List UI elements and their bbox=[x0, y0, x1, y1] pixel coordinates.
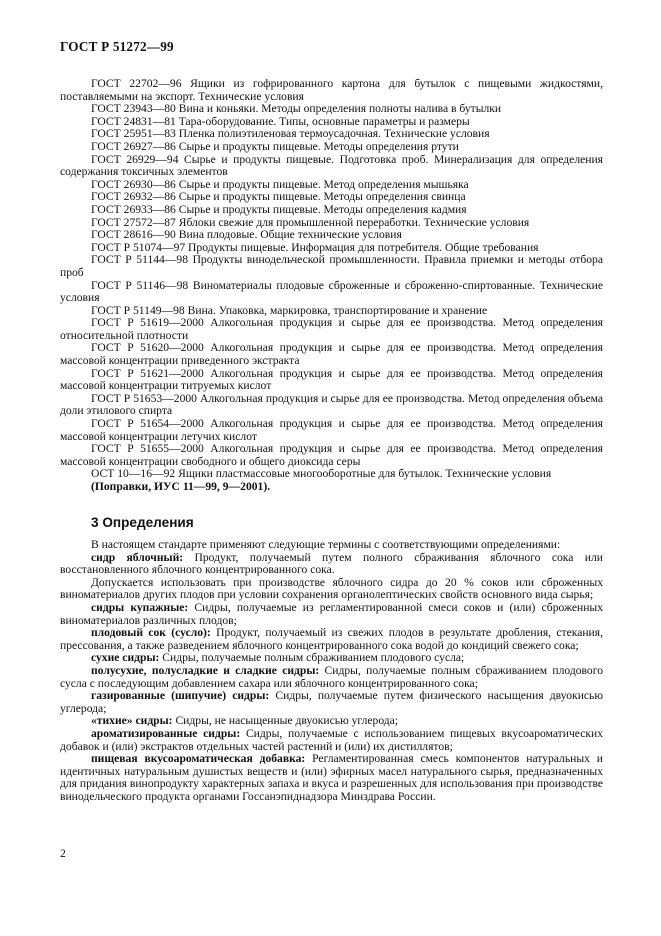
term: полусухие, полусладкие и сладкие сидры: bbox=[91, 663, 320, 677]
definition-text: Регламентированная смесь компонентов натуральных и идентичных натуральным душистых веществ и (или) эфирных масел натурального сырья, предназначенных для придания винопродукту характерных запаха и вкуса и разрешенных для использования при производстве винодельческого продукта органами Госсанэпиднадзора Минздрава России. bbox=[60, 752, 603, 803]
reference-item: ГОСТ Р 51619—2000 Алкогольная продукция и сырье для ее производства. Метод определения относительной плотности bbox=[60, 316, 603, 342]
definition-text: Сидры, получаемые с использованием пищевых вкусоароматических добавок и (или) экстрактов отдельных частей растений и (или) их дистиллятов; bbox=[60, 726, 603, 753]
reference-item: ГОСТ 27572—87 Яблоки свежие для промышленной переработки. Технические условия bbox=[91, 215, 530, 229]
reference-item: ГОСТ Р 51653—2000 Алкогольная продукция и сырье для ее производства. Метод определения объема доли этилового спирта bbox=[60, 391, 603, 418]
reference-item: ГОСТ Р 51620—2000 Алкогольная продукция и сырье для ее производства. Метод определения массовой концентрации приведенного экстракта bbox=[60, 341, 603, 368]
reference-item: ГОСТ 26933—86 Сырье и продукты пищевые. Методы определения кадмия bbox=[91, 202, 467, 216]
reference-item: ГОСТ Р 51144—98 Продукты винодельческой промышленности. Правила приемки и методы отбора проб bbox=[60, 253, 603, 279]
definition-cider-blend bbox=[60, 602, 603, 627]
term: пищевая вкусоароматическая добавка: bbox=[91, 752, 306, 766]
section-intro: В настоящем стандарте применяют следующие термины с соответствующими определениями: bbox=[91, 538, 561, 551]
definition-note: Допускается использовать при производстве яблочного сидра до 20 % соков или сброженных виноматериалов других плодов при условии сохранения органолептических свойств основного вида сырья; bbox=[60, 575, 603, 602]
term: газированные (шипучие) сидры: bbox=[91, 689, 270, 703]
term: ароматизированные сидры: bbox=[91, 726, 241, 740]
section-title: 3 Определения bbox=[91, 515, 194, 530]
normative-references-list bbox=[60, 78, 603, 494]
document-id-header: ГОСТ Р 51272—99 bbox=[60, 39, 174, 54]
reference-item: ГОСТ Р 51146—98 Виноматериалы плодовые сброженные и сброженно-спиртованные. Технические условия bbox=[60, 278, 603, 305]
reference-item: ГОСТ Р 51621—2000 Алкогольная продукция и сырье для ее производства. Метод определения массовой концентрации титруемых кислот bbox=[60, 366, 603, 393]
definitions-section bbox=[60, 539, 603, 803]
reference-item: ГОСТ 23943—80 Вина и коньяки. Методы определения полноты налива в бутылки bbox=[91, 102, 502, 116]
definition-text: Продукт, получаемый из свежих плодов в результате дробления, стекания, прессования, а также разведением яблочного концентрированного сока водой до кондиций свежего сока; bbox=[60, 626, 603, 652]
definition-carbonated-cider bbox=[60, 690, 603, 715]
reference-item: ГОСТ 28616—90 Вина плодовые. Общие технические условия bbox=[91, 228, 402, 242]
reference-item: ГОСТ 26929—94 Сырье и продукты пищевые. Подготовка проб. Минерализация для определения содержания токсичных элементов bbox=[60, 152, 603, 179]
reference-item: ГОСТ 26930—86 Сырье и продукты пищевые. Метод определения мышьяка bbox=[91, 177, 469, 191]
definition-semi-cider bbox=[60, 665, 603, 690]
reference-item: ГОСТ 25951—83 Пленка полиэтиленовая термоусадочная. Технические условия bbox=[91, 127, 490, 141]
reference-item: ГОСТ Р 51074—97 Продукты пищевые. Информация для потребителя. Общие требования bbox=[91, 240, 539, 254]
definition-text: Сидры, не насыщенные двуокисью углерода; bbox=[172, 714, 399, 728]
reference-item: ОСТ 10—16—92 Ящики пластмассовые многооборотные для бутылок. Технические условия bbox=[91, 467, 552, 481]
term: плодовый сок (сусло): bbox=[91, 626, 211, 640]
reference-item: ГОСТ Р 51655—2000 Алкогольная продукция и сырье для ее производства. Метод определения массовой концентрации свободного и общего диоксида серы bbox=[60, 442, 603, 468]
term: «тихие» сидры: bbox=[91, 714, 173, 728]
definition-flavor-additive bbox=[60, 753, 603, 803]
reference-item: ГОСТ 22702—96 Ящики из гофрированного картона для бутылок с пищевыми жидкостями, поставляемыми на экспорт. Технические условия bbox=[60, 77, 603, 103]
definition-flavored-cider bbox=[60, 728, 603, 753]
reference-item: ГОСТ 26927—86 Сырье и продукты пищевые. Методы определения ртути bbox=[91, 139, 459, 153]
term: сидры купажные: bbox=[91, 600, 189, 614]
term: сидр яблочный: bbox=[91, 550, 184, 564]
amendment-note: (Поправки, ИУС 11—99, 9—2001). bbox=[91, 480, 271, 493]
definition-text: Продукт, получаемый путем полного сбраживания яблочного сока или восстановленного яблочного концентрированного сока. bbox=[60, 550, 603, 577]
definition-fruit-juice bbox=[60, 627, 603, 652]
page-number: 2 bbox=[60, 847, 66, 860]
definition-text: Сидры, получаемые из регламентированной смеси соков и (или) сброженных виноматериалов различных плодов; bbox=[60, 600, 603, 627]
definition-text: Сидры, получаемые полным сбраживанием плодового сусла; bbox=[159, 651, 465, 665]
reference-item: ГОСТ 24831—81 Тара-оборудование. Типы, основные параметры и размеры bbox=[91, 114, 470, 128]
reference-item: ГОСТ Р 51654—2000 Алкогольная продукция и сырье для ее производства. Метод определения массовой концентрации летучих кислот bbox=[60, 417, 603, 443]
reference-item: ГОСТ Р 51149—98 Вина. Упаковка, маркировка, транспортирование и хранение bbox=[91, 303, 488, 317]
definition-text: Сидры, получаемые путем физического насыщения двуокисью углерода; bbox=[60, 689, 603, 715]
definition-cider-apple bbox=[60, 552, 603, 577]
definition-text: Сидры, получаемые полным сбраживанием плодового сусла с последующим добавлением сахара или яблочного концентрированного сока; bbox=[60, 663, 603, 690]
term: сухие сидры: bbox=[91, 651, 160, 665]
reference-item: ГОСТ 26932—86 Сырье и продукты пищевые. Методы определения свинца bbox=[91, 190, 466, 204]
